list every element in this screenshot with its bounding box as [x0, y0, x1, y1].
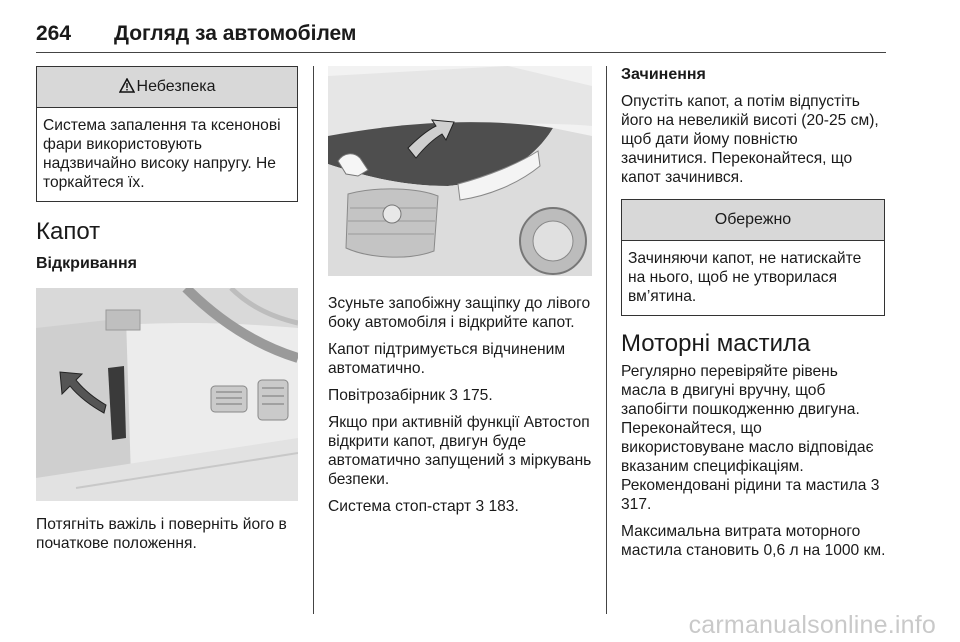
- hood-opening-text: [328, 294, 592, 516]
- link-air-intake[interactable]: Повітрозабірник 3 175.: [328, 387, 493, 404]
- danger-box-text: Система запалення та ксенонові фари використовують надзвичайно високу напругу. Не торкайтеся їх.: [43, 117, 281, 191]
- danger-box-title: Небезпека: [136, 78, 216, 95]
- caution-box-title: Обережно: [622, 200, 884, 241]
- column-divider-1: [313, 66, 314, 614]
- middle-column: [328, 66, 592, 516]
- page-number: 264: [36, 22, 72, 45]
- danger-box: [36, 66, 298, 202]
- page-header: [36, 22, 886, 50]
- paragraph-move-catch: Зсуньте запобіжну защіпку до лівого боку автомобіля і відкрийте капот.: [328, 295, 591, 331]
- hood-safety-catch-figure: [328, 66, 592, 276]
- caption-pull-lever: Потягніть важіль і поверніть його в початкове положення.: [36, 516, 287, 552]
- section-title-engine-oil: Моторні мастила: [621, 330, 811, 357]
- header-rule: [36, 52, 886, 53]
- paragraph-autostop: Якщо при активній функції Автостоп відкрити капот, двигун буде автоматично запущений з міркувань безпеки.: [328, 414, 592, 488]
- watermark: carmanualsonline.info: [688, 611, 936, 639]
- section-title-hood: Капот: [36, 218, 101, 245]
- subsection-title-opening: Відкривання: [36, 255, 137, 272]
- right-column: [621, 66, 887, 560]
- paragraph-closing: Опустіть капот, а потім відпустіть його на невеликій висоті (20-25 см), щоб дати йому повністю зачинитися. Переконайтеся, що капот зачинився.: [621, 93, 879, 186]
- chapter-title: Догляд за автомобілем: [114, 22, 357, 45]
- paragraph-oil-check: Регулярно перевіряйте рівень масла в двигуні вручну, щоб запобігти пошкодженню двигуна. Переконайтеся, що використовуване масло відповідає вказаним специфікаціям. Рекомендовані рідини та мастила 3 317.: [621, 363, 880, 513]
- hood-release-lever-figure: [36, 288, 298, 501]
- left-column: [36, 66, 298, 553]
- caution-box-text: Зачиняючи капот, не натискайте на нього, щоб не утворилася вм’ятина.: [628, 250, 862, 305]
- caution-box: [621, 199, 885, 316]
- column-divider-2: [606, 66, 607, 614]
- danger-box-header: [37, 67, 297, 108]
- paragraph-hood-support: Капот підтримується відчиненим автоматично.: [328, 341, 566, 377]
- link-stop-start-system[interactable]: Система стоп-старт 3 183.: [328, 498, 519, 515]
- subsection-title-closing: Зачинення: [621, 66, 706, 83]
- warning-triangle-icon: [119, 67, 135, 107]
- paragraph-oil-consumption: Максимальна витрата моторного мастила становить 0,6 л на 1000 км.: [621, 523, 886, 559]
